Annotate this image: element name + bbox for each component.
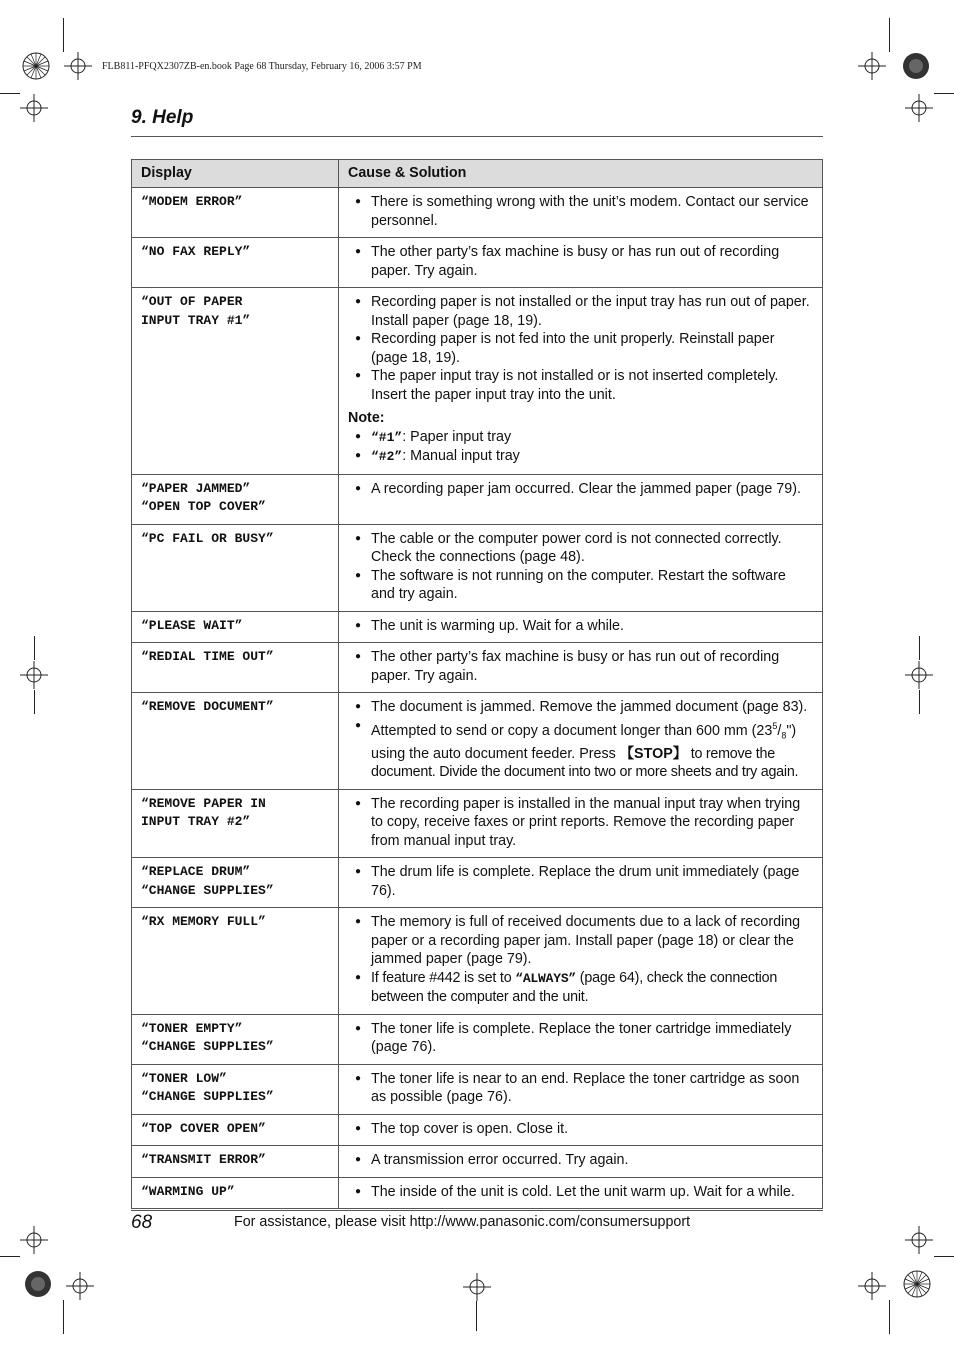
display-message: “OUT OF PAPER	[141, 294, 243, 309]
solution-cell	[339, 1177, 823, 1209]
solution-cell	[339, 238, 823, 288]
crop-line	[63, 1300, 64, 1334]
crosshair-icon	[20, 661, 48, 689]
display-message-cell	[132, 188, 339, 238]
table-body	[132, 188, 823, 1209]
crosshair-icon	[858, 1272, 886, 1300]
display-message: “REPLACE DRUM”	[141, 864, 251, 880]
table-row	[132, 474, 823, 524]
solution-item: ● The toner life is near to an end. Replace the toner cartridge as soon as possible (page 76).	[348, 1070, 813, 1107]
solution-list	[348, 698, 813, 782]
display-message: “MODEM ERROR”	[141, 194, 243, 209]
crosshair-icon	[858, 52, 886, 80]
crop-line	[889, 1300, 890, 1334]
solution-cell	[339, 908, 823, 1015]
display-message-cell	[132, 611, 339, 643]
display-message-cell	[132, 1146, 339, 1178]
table-row	[132, 288, 823, 475]
table-row	[132, 1146, 823, 1178]
table-row	[132, 1114, 823, 1146]
table-row	[132, 238, 823, 288]
solution-cell	[339, 188, 823, 238]
display-message-cell	[132, 474, 339, 524]
crop-line	[34, 636, 35, 660]
display-message: “RX MEMORY FULL”	[141, 914, 266, 930]
solution-item: ● The other party’s fax machine is busy or has run out of recording paper. Try again.	[348, 243, 813, 280]
display-message: “OPEN TOP COVER”	[141, 499, 266, 514]
crop-line	[934, 93, 954, 94]
tray-code: “#1”	[371, 429, 403, 445]
display-message: “NO FAX REPLY”	[141, 244, 251, 259]
solution-text: (page 64), check the connection between the computer and the unit.	[371, 969, 778, 1006]
solution-list	[348, 863, 813, 900]
table-row	[132, 524, 823, 611]
footer-rule	[131, 1210, 823, 1211]
display-message: “PAPER JAMMED”	[141, 480, 251, 496]
solution-item: ● The document is jammed. Remove the jammed document (page 83).	[348, 698, 813, 717]
table-row	[132, 1177, 823, 1209]
crosshair-icon	[64, 52, 92, 80]
crosshair-icon	[905, 661, 933, 689]
print-info: FLB811-PFQX2307ZB-en.book Page 68 Thursday, February 16, 2006 3:57 PM	[102, 61, 422, 72]
solution-item: ● Recording paper is not installed or the input tray has run out of paper. Install paper (page 18, 19).	[348, 293, 813, 330]
solution-item: ● The cable or the computer power cord is not connected correctly. Check the connections (page 48).	[348, 530, 813, 567]
display-message: “TRANSMIT ERROR”	[141, 1152, 266, 1168]
solution-item: ● The recording paper is installed in the manual input tray when trying to copy, receive faxes or print reports. Remove the recording paper from manual input tray.	[348, 795, 813, 851]
crosshair-icon	[66, 1272, 94, 1300]
solution-cell	[339, 1064, 823, 1114]
solution-item: ● The toner life is complete. Replace the toner cartridge immediately (page 76).	[348, 1020, 813, 1057]
solution-cell	[339, 693, 823, 790]
solution-list	[348, 795, 813, 851]
crop-line	[919, 690, 920, 714]
solution-item: ● There is something wrong with the unit’s modem. Contact our service personnel.	[348, 193, 813, 230]
solution-item: ● A recording paper jam occurred. Clear the jammed paper (page 79).	[348, 480, 813, 499]
display-message-cell	[132, 858, 339, 908]
solution-list	[348, 243, 813, 280]
note-item	[348, 447, 813, 467]
display-message: “PLEASE WAIT”	[141, 617, 243, 633]
section-title: 9. Help	[131, 107, 194, 128]
crosshair-icon	[20, 1226, 48, 1254]
crosshair-icon	[905, 1226, 933, 1254]
display-message-cell	[132, 1064, 339, 1114]
crop-line	[34, 690, 35, 714]
solution-item: ● The drum life is complete. Replace the drum unit immediately (page 76).	[348, 863, 813, 900]
crop-line	[476, 1301, 477, 1331]
display-message-cell	[132, 643, 339, 693]
crop-line	[934, 1256, 954, 1257]
registration-rosette-icon	[903, 1270, 931, 1298]
crop-line	[0, 1256, 20, 1257]
display-message: “CHANGE SUPPLIES”	[141, 1089, 274, 1105]
table-row	[132, 611, 823, 643]
solution-list	[348, 1020, 813, 1057]
stop-key-label: 【STOP】	[619, 745, 688, 762]
solution-item	[348, 969, 813, 1007]
crosshair-icon	[905, 94, 933, 122]
display-message: “PC FAIL OR BUSY”	[141, 530, 274, 546]
solution-list	[348, 617, 813, 636]
solution-item: ● The top cover is open. Close it.	[348, 1120, 813, 1139]
solution-list	[348, 293, 813, 404]
solution-cell	[339, 858, 823, 908]
page-number: 68	[131, 1212, 153, 1233]
solution-item: ● The software is not running on the computer. Restart the software and try again.	[348, 567, 813, 604]
display-message-cell	[132, 1014, 339, 1064]
tray-code: “#2”	[371, 449, 403, 464]
display-message-cell	[132, 789, 339, 858]
solution-item	[348, 717, 813, 782]
fraction-numerator: 5	[772, 720, 778, 731]
solution-cell	[339, 1146, 823, 1178]
registration-rosette-icon	[22, 52, 50, 80]
crop-line	[889, 18, 890, 52]
table-header-row	[132, 160, 823, 188]
display-message-cell	[132, 1114, 339, 1146]
solution-list	[348, 480, 813, 499]
note-list	[348, 428, 813, 467]
table-row	[132, 1014, 823, 1064]
solution-cell	[339, 524, 823, 611]
column-header-solution: Cause & Solution	[339, 160, 823, 188]
help-table	[131, 159, 823, 1209]
display-message: “REMOVE DOCUMENT”	[141, 699, 274, 714]
display-message: INPUT TRAY #1”	[141, 312, 251, 328]
crop-line	[63, 18, 64, 52]
crop-line	[919, 636, 920, 660]
solution-text: to remove the document. Divide the document into two or more sheets and try again.	[371, 745, 799, 781]
solution-item: ● The memory is full of received documents due to a lack of recording paper or a recording paper jam. Install paper (page 18) or clear the jammed paper (page 79).	[348, 913, 813, 969]
solution-list	[348, 530, 813, 604]
solution-item: ● The other party’s fax machine is busy or has run out of recording paper. Try again.	[348, 648, 813, 685]
display-message: INPUT TRAY #2”	[141, 814, 251, 830]
display-message-cell	[132, 693, 339, 790]
note-label: Note:	[348, 410, 385, 426]
solution-list	[348, 1151, 813, 1170]
display-message-cell	[132, 908, 339, 1015]
solution-cell	[339, 1014, 823, 1064]
display-message-cell	[132, 524, 339, 611]
solution-list	[348, 1120, 813, 1139]
solution-text: Attempted to send or copy a document longer than 600 mm (23	[371, 722, 773, 739]
note-item	[348, 428, 813, 448]
fraction-slash: /	[777, 722, 782, 739]
footer-text: For assistance, please visit http://www.panasonic.com/consumersupport	[234, 1214, 691, 1230]
table-row	[132, 643, 823, 693]
solution-item: ● The unit is warming up. Wait for a while.	[348, 617, 813, 636]
display-message: “TONER LOW”	[141, 1070, 227, 1086]
solution-cell	[339, 1114, 823, 1146]
display-message-cell	[132, 238, 339, 288]
solution-list	[348, 648, 813, 685]
crop-line	[0, 93, 20, 94]
solution-list	[348, 1183, 813, 1202]
table-row	[132, 1064, 823, 1114]
solution-cell	[339, 611, 823, 643]
solution-cell	[339, 474, 823, 524]
solution-text: ") using the auto document feeder. Press	[371, 722, 797, 762]
note-text: : Paper input tray	[402, 428, 512, 445]
display-message: “REDIAL TIME OUT”	[141, 649, 274, 664]
display-message-cell	[132, 288, 339, 475]
fraction-denominator: 8	[781, 730, 787, 741]
column-header-display: Display	[132, 160, 339, 188]
display-message: “TONER EMPTY”	[141, 1020, 243, 1036]
registration-disk-icon	[902, 52, 930, 80]
table-row	[132, 789, 823, 858]
crosshair-icon	[20, 94, 48, 122]
solution-text: If feature #442 is set to	[371, 969, 516, 986]
display-message: “TOP COVER OPEN”	[141, 1120, 266, 1136]
display-message: “REMOVE PAPER IN	[141, 795, 266, 811]
solution-cell	[339, 643, 823, 693]
note-text: : Manual input tray	[402, 448, 520, 464]
setting-value: “ALWAYS”	[515, 970, 577, 986]
display-message: “CHANGE SUPPLIES”	[141, 1039, 274, 1055]
solution-item: ● The paper input tray is not installed or is not inserted completely. Insert the paper input tray into the unit.	[348, 367, 813, 404]
crosshair-icon	[463, 1273, 491, 1301]
solution-cell	[339, 288, 823, 475]
section-rule	[131, 136, 823, 137]
solution-item: ● Recording paper is not fed into the unit properly. Reinstall paper (page 18, 19).	[348, 330, 813, 367]
registration-disk-icon	[24, 1270, 52, 1298]
display-message-cell	[132, 1177, 339, 1209]
solution-list	[348, 1070, 813, 1107]
display-message: “CHANGE SUPPLIES”	[141, 882, 274, 898]
table-row	[132, 693, 823, 790]
table-row	[132, 908, 823, 1015]
solution-list	[348, 193, 813, 230]
solution-item: ● A transmission error occurred. Try again.	[348, 1151, 813, 1170]
solution-item: ● The inside of the unit is cold. Let the unit warm up. Wait for a while.	[348, 1183, 813, 1202]
solution-cell	[339, 789, 823, 858]
display-message: “WARMING UP”	[141, 1183, 235, 1199]
solution-list	[348, 913, 813, 1007]
table-row	[132, 188, 823, 238]
table-row	[132, 858, 823, 908]
